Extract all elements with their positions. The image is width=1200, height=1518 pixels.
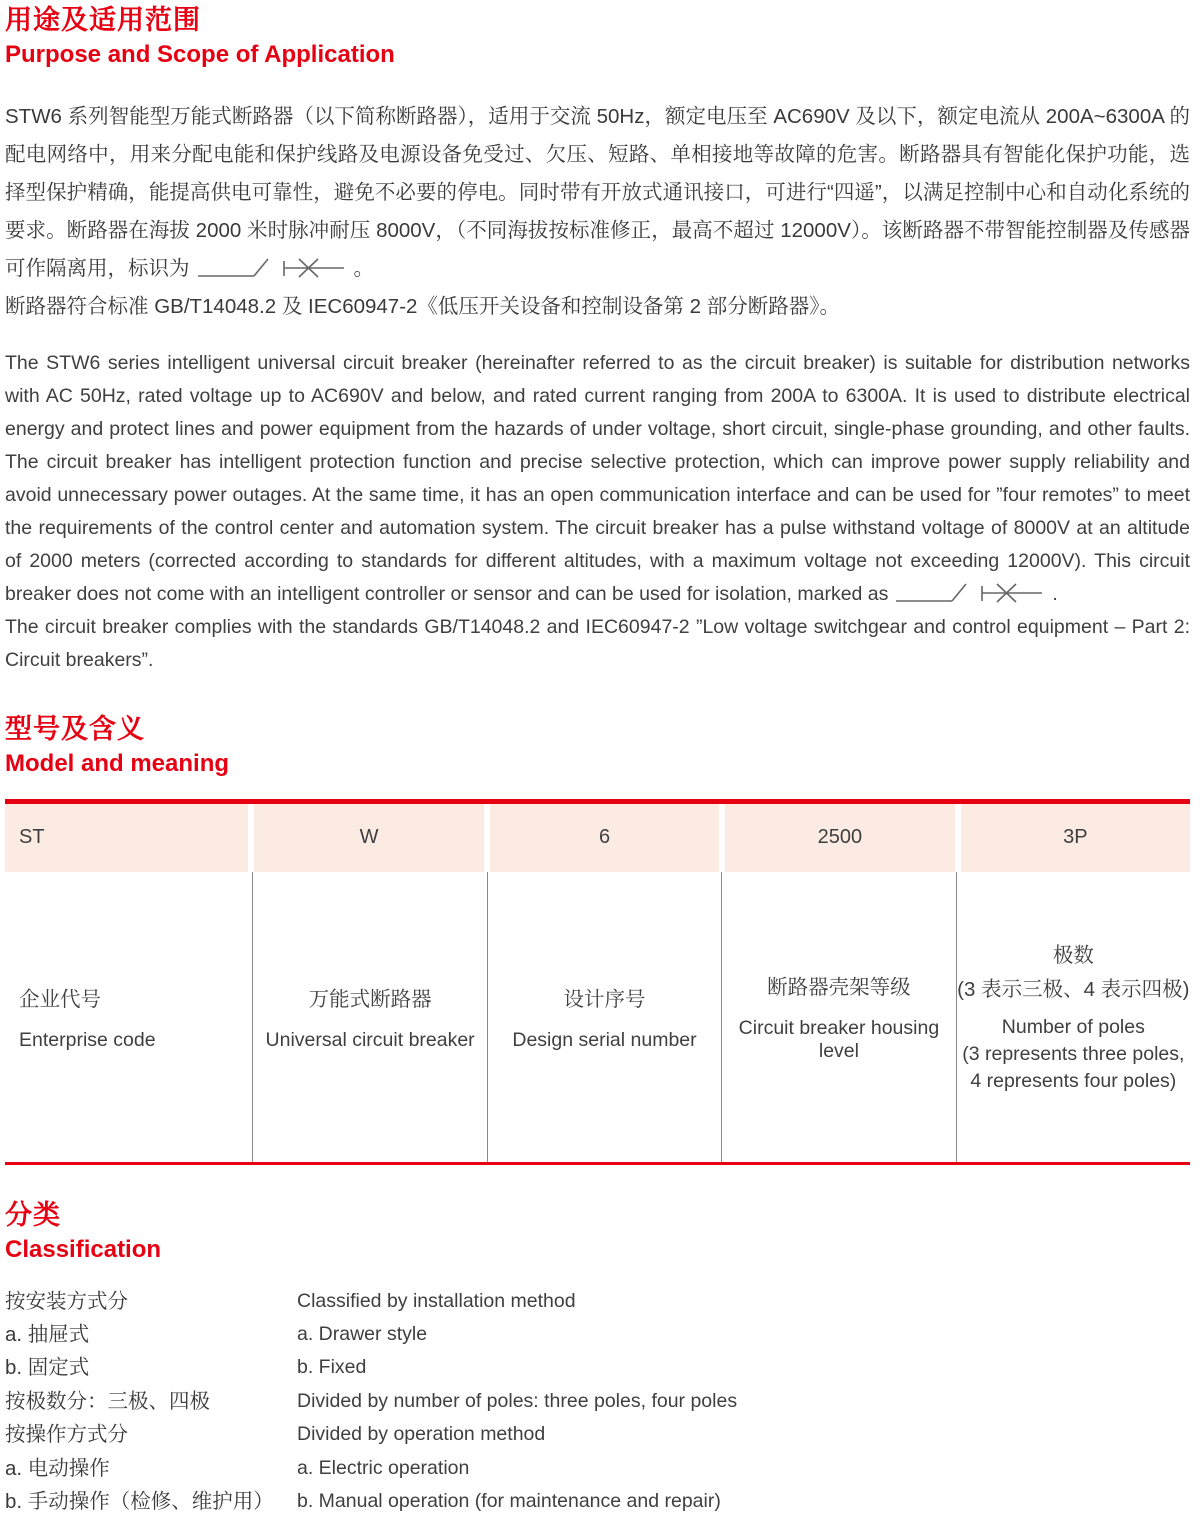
purpose-title-zh: 用途及适用范围 — [5, 2, 1190, 38]
meaning-zh: 设计序号 — [564, 982, 646, 1012]
model-code-cell-2500: 2500 — [719, 804, 954, 872]
purpose-paragraph-zh-text: STW6 系列智能型万能式断路器（以下简称断路器），适用于交流 50Hz，额定电压至 AC690V 及以下，额定电流从 200A~6300A 的配电网络中，用来分配电能和保护线路及电源设备免受过、欠压、短路、单相接地等故障的危害。断路器具有智能化保护功能，选择型保护精确，能提高供电可靠性，避免不必要的停电。同时带有开放式通讯接口，可进行“四遥”，以满足控制中心和自动化系统的要求。断路器在海拔 2000 米时脉冲耐压 8000V，（不同海拔按标准修正，最高不超过 12000V）。该断路器不带智能控制器及传感器可作隔离用，标识为 — [5, 105, 1190, 280]
purpose-paragraph-zh-tail: 。 — [354, 257, 375, 280]
purpose-paragraph-en-tail: . — [1052, 583, 1057, 605]
purpose-paragraph-en-line2: The circuit breaker complies with the standards GB/T14048.2 and IEC60947-2 ”Low voltage switchgear and control equipment – Part 2: Circuit breakers”. — [5, 616, 1190, 671]
list-item — [5, 1452, 1190, 1485]
list-item — [5, 1485, 1190, 1518]
class-item-zh: a. 抽屉式 — [5, 1318, 297, 1351]
meaning-number-of-poles — [956, 872, 1190, 1162]
model-code-cell-6: 6 — [484, 804, 719, 872]
purpose-section — [5, 2, 1190, 677]
model-code-cell-3p: 3P — [955, 804, 1190, 872]
class-item-zh: a. 电动操作 — [5, 1452, 297, 1485]
class-item-en: a. Drawer style — [297, 1318, 1190, 1351]
model-code-cell-st: ST — [5, 804, 248, 872]
model-code-cell-w: W — [248, 804, 483, 872]
class-item-en: Classified by installation method — [297, 1285, 1190, 1318]
model-section — [5, 711, 1190, 1165]
purpose-title-en: Purpose and Scope of Application — [5, 38, 1190, 72]
class-item-zh: 按安装方式分 — [5, 1285, 297, 1318]
class-item-en: b. Manual operation (for maintenance and repair) — [297, 1485, 1190, 1518]
list-item — [5, 1285, 1190, 1318]
meaning-zh: 极数 — [1053, 939, 1094, 973]
class-item-zh: 按极数分：三极、四极 — [5, 1385, 297, 1418]
model-title-en: Model and meaning — [5, 747, 1190, 781]
purpose-paragraph-en — [5, 347, 1190, 677]
purpose-paragraph-zh-line2: 断路器符合标准 GB/T14048.2 及 IEC60947-2《低压开关设备和控制设备第 2 部分断路器》。 — [5, 295, 840, 318]
classification-title-zh: 分类 — [5, 1197, 1190, 1233]
class-item-zh: b. 手动操作（检修、维护用） — [5, 1485, 297, 1518]
class-item-zh: b. 固定式 — [5, 1351, 297, 1384]
meaning-en-note: (3 represents three poles, — [962, 1041, 1184, 1068]
meaning-en-block — [962, 1014, 1184, 1095]
classification-list — [5, 1285, 1190, 1518]
meaning-zh: 万能式断路器 — [309, 982, 432, 1012]
model-code-table — [5, 799, 1190, 1165]
class-item-en: a. Electric operation — [297, 1452, 1190, 1485]
class-item-en: b. Fixed — [297, 1351, 1190, 1384]
meaning-zh-note: (3 表示三极、4 表示四极) — [957, 973, 1189, 1007]
isolation-marking-icon — [894, 580, 1046, 606]
meaning-en: Enterprise code — [19, 1029, 156, 1052]
purpose-paragraph-en-text: The STW6 series intelligent universal circuit breaker (hereinafter referred to as the circuit breaker) is suitable for distribution networks with AC 50Hz, rated voltage up to AC690V and below, and rated current ranging from 200A to 6300A. It is used to distribute electrical energy and protect lines and power equipment from the hazards of under voltage, short circuit, single-phase grounding, and other faults. The circuit breaker has intelligent protection function and precise selective protection, which can improve power supply reliability and avoid unnecessary power outages. At the same time, it has an open communication interface and can be used for ”four remotes” to meet the requirements of the control center and automation system. The circuit breaker has a pulse withstand voltage of 8000V at an altitude of 2000 meters (corrected according to standards for different altitudes, with a maximum voltage not exceeding 12000V). This circuit breaker does not come with an intelligent controller or sensor and can be used for isolation, marked as — [5, 352, 1190, 605]
model-code-header-row — [5, 804, 1190, 872]
isolation-marking-icon — [196, 255, 348, 281]
list-item — [5, 1351, 1190, 1384]
meaning-en: Design serial number — [512, 1029, 696, 1052]
meaning-en: Circuit breaker housing level — [722, 1017, 955, 1063]
list-item — [5, 1385, 1190, 1418]
model-meaning-row — [5, 872, 1190, 1162]
meaning-en: Universal circuit breaker — [266, 1029, 475, 1052]
meaning-universal-circuit-breaker — [252, 872, 486, 1162]
meaning-enterprise-code — [5, 872, 252, 1162]
classification-title-en: Classification — [5, 1233, 1190, 1267]
model-title-zh: 型号及含义 — [5, 711, 1190, 747]
meaning-zh: 企业代号 — [19, 982, 101, 1012]
classification-section — [5, 1197, 1190, 1518]
list-item — [5, 1318, 1190, 1351]
class-item-en: Divided by number of poles: three poles, four poles — [297, 1385, 1190, 1418]
meaning-design-serial-number — [487, 872, 721, 1162]
list-item — [5, 1418, 1190, 1451]
meaning-en-note: 4 represents four poles) — [962, 1068, 1184, 1095]
purpose-paragraph-zh — [5, 98, 1190, 326]
class-item-en: Divided by operation method — [297, 1418, 1190, 1451]
meaning-housing-level — [721, 872, 955, 1162]
meaning-en: Number of poles — [962, 1014, 1184, 1041]
class-item-zh: 按操作方式分 — [5, 1418, 297, 1451]
meaning-zh: 断路器壳架等级 — [767, 970, 911, 1000]
